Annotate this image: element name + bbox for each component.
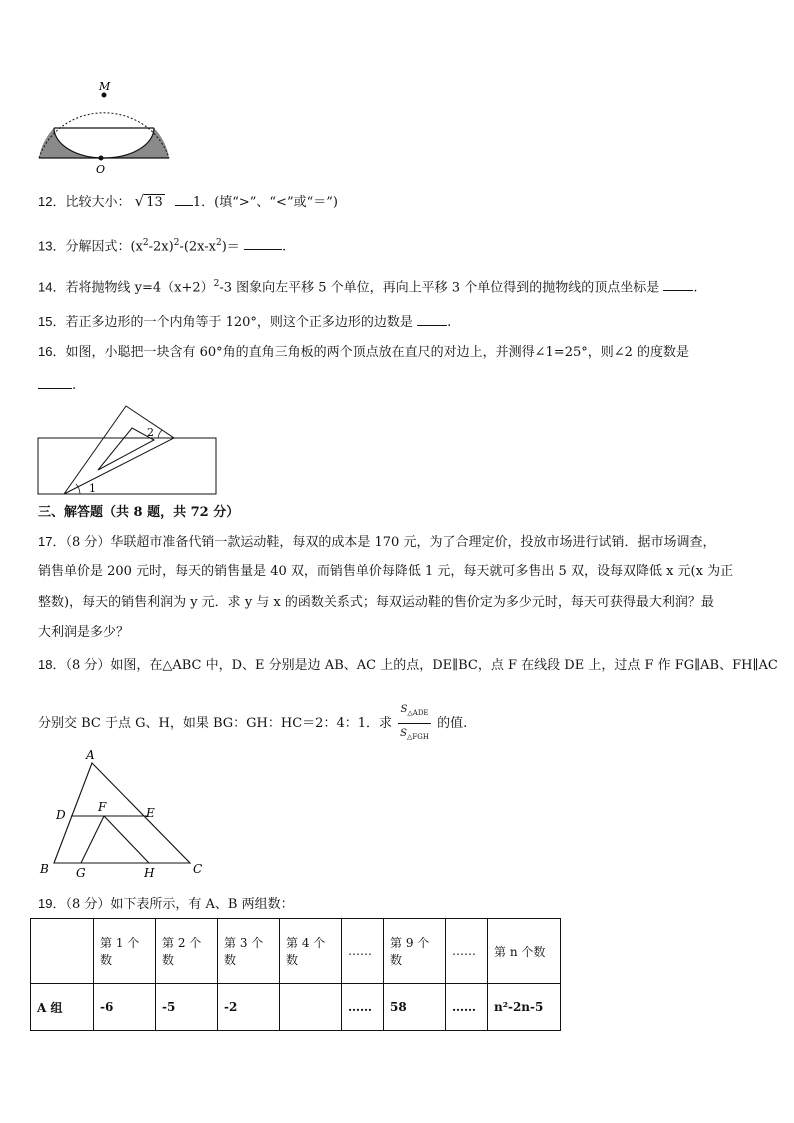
point-m [102,93,107,98]
table-cell: 第 4 个数 [280,919,342,984]
table-cell [280,984,342,1031]
point-o [99,156,104,161]
angle-1-arc [76,484,80,494]
table-cell: -6 [94,984,156,1031]
data-table [30,918,561,1031]
figure-semicircle [34,80,174,176]
figure-triangle-abc [36,745,212,881]
question-18-line2: 分别交 BC 于点 G、H，如果 BG：GH：HC＝2：4：1．求 $\frac{S_{\triangle ADE}}{S_{\triangle FGH}}$ 的值. [38,700,467,747]
question-16-cont: . [38,374,76,396]
table-cell: …… [342,919,384,984]
table-cell: …… [446,919,488,984]
question-17-line3: 整数)，每天的销售利润为 y 元．求 y 与 x 的函数关系式；每双运动鞋的售价定为多少元时，每天可获得最大利润？最 [38,595,714,610]
label-d: D [56,808,66,822]
answer-blank-16 [38,374,72,389]
table-cell: 第 3 个数 [218,919,280,984]
label-angle-1: 1 [89,482,96,495]
sqrt-icon: √ [134,192,145,210]
table-cell: 第 n 个数 [488,919,561,984]
label-c: C [193,862,203,876]
question-15: 15．若正多边形的一个内角等于 120°，则这个正多边形的边数是 . [38,311,451,333]
table-row [31,984,561,1031]
table-cell: A 组 [31,984,94,1031]
table-cell: 58 [384,984,446,1031]
label-a: A [86,748,95,762]
segment-fg [81,816,104,863]
question-16: 16．如图，小聪把一块含有 60°角的直角三角板的两个顶点放在直尺的对边上，并测得∠1=25°，则∠2 的度数是 [38,344,690,360]
triangle-abc [54,763,190,863]
table-cell: …… [446,984,488,1031]
answer-blank-14 [663,276,693,291]
question-18-line1: 18．（8 分）如图，在△ABC 中，D、E 分别是边 AB、AC 上的点，DE∥BC，点 F 在线段 DE 上，过点 F 作 FG∥AB、FH∥AC [38,657,778,673]
question-12: 12．比较大小： √ 13 1．(填“>”、“<”或“＝”) [38,192,338,210]
label-h: H [144,866,155,880]
label-o: O [96,163,106,176]
label-g: G [76,866,86,880]
table-cell: …… [342,984,384,1031]
table-cell: 第 9 个数 [384,919,446,984]
label-b: B [40,862,49,876]
ruler [38,438,216,494]
question-17-line1: 17．（8 分）华联超市准备代销一款运动鞋，每双的成本是 170 元，为了合理定价，投放市场进行试销．据市场调查， [38,534,716,550]
label-angle-2: 2 [147,426,154,439]
radicand: 13 [146,195,163,210]
answer-blank-15 [417,311,447,326]
answer-blank-13 [244,235,282,250]
table-cell: -5 [156,984,218,1031]
table-cell [31,919,94,984]
segment-fh [104,816,149,863]
label-f: F [98,800,107,814]
table-header-row [31,919,561,984]
table-cell: 第 1 个数 [94,919,156,984]
question-13: 13．分解因式：$(x^2-2x)^2-(2x-x^2)=$ . [38,233,286,257]
question-19: 19．（8 分）如下表所示，有 A、B 两组数： [38,896,294,912]
question-17-line4: 大利润是多少？ [38,625,130,640]
table-cell: -2 [218,984,280,1031]
table-cell: n²-2n-5 [488,984,561,1031]
triangle-outer [64,406,174,494]
angle-2-arc [158,430,162,438]
table-cell: 第 2 个数 [156,919,218,984]
label-m: M [99,80,111,93]
question-14: 14．若将抛物线 $y=4(x+2)^2-3$ 图象向左平移 5 个单位，再向上平移 3 个单位得到的抛物线的顶点坐标是 . [38,274,698,298]
question-17-line2: 销售单价是 200 元时，每天的销售量是 40 双，而销售单价每降低 1 元，每天就可多售出 5 双，设每双降低 x 元(x 为正 [38,564,734,579]
shaded-region [39,128,169,158]
area-ratio-fraction: $\frac{S_{\triangle ADE}}{S_{\triangle FGH}}$ [398,700,431,747]
answer-blank-12 [175,191,193,206]
figure-ruler-triangle [36,402,220,498]
label-e: E [146,806,155,820]
section-title: 三、解答题（共 8 题，共 72 分） [38,505,240,520]
